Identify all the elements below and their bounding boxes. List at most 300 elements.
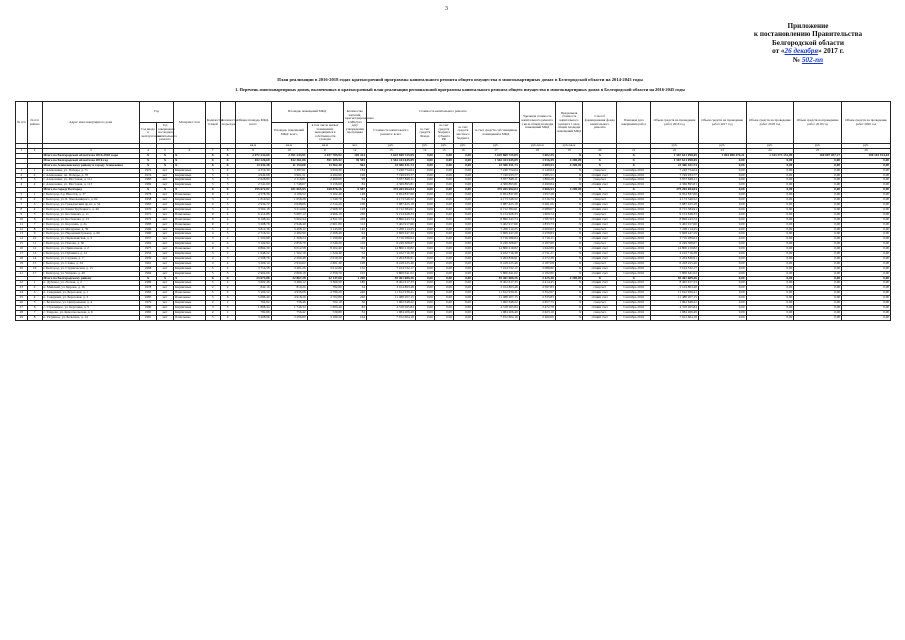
table-cell: нет [157,227,174,232]
table-cell: 4 318 265,84 [366,306,415,311]
table-cell: общий счет [583,296,617,301]
table-cell: Кирпичные [174,168,206,173]
date-prefix: от « [772,47,785,56]
column-number: 24 [746,149,794,154]
table-cell: 9 154 628,33 [472,212,519,217]
table-cell: 0,00 [453,256,472,261]
table-cell: 0,00 [453,207,472,212]
table-cell: 3 206,14 [235,261,271,266]
table-cell: 3 408,66 [235,315,271,320]
section-title: 1. Перечень многоквартирных домов, включенных в краткосрочный план реализации региональной программы капитального ремонта общего имущества в многоквартирных домах в Белгородской области на 2016-2045 годы [235,87,685,92]
table-cell: 0,00 [794,227,842,232]
table-cell: 0,00 [434,198,453,203]
table-cell: 20 [16,266,28,271]
table-cell: 0,00 [842,222,891,227]
table-cell: 1 502,16 [271,252,307,257]
table-cell: 0,00 [453,212,472,217]
table-cell: 1980 [140,306,157,311]
table-cell: 4 [16,183,28,188]
table-cell: Х [220,163,235,168]
table-cell: Х [174,153,206,158]
table-cell: 9 154 628,33 [651,212,699,217]
table-cell: Х [555,227,583,232]
table-cell: 4 200,09 [555,163,583,168]
column-number: 9 [235,149,271,154]
table-cell: 2 623,16 [519,310,555,315]
table-cell: Сентябрь 2016 [617,296,651,301]
table-cell: Кирпичные [174,266,206,271]
table-cell: 0,00 [415,271,434,276]
table-cell: 6 249 308,67 [366,242,415,247]
table-cell: Х [555,207,583,212]
table-cell: 0,00 [453,173,472,178]
table-cell: 0,00 [415,198,434,203]
table-cell: г. Алексеевка, ул. Мостовая, д. 111 [42,178,140,183]
table-cell: 0,00 [794,168,842,173]
table-cell: 0,00 [746,266,794,271]
table-cell: Х [205,188,220,193]
table-cell: 0,00 [746,242,794,247]
table-cell: 22 147,60 [307,276,343,281]
table-cell: 3 716 289,04 [366,237,415,242]
table-cell: общий счет [583,232,617,237]
table-cell: 3 214,66 [271,207,307,212]
table-cell: 15 [16,242,28,247]
table-cell: общий счет [583,266,617,271]
table-cell: 1 748,07 [271,183,307,188]
table-cell: 6 249 308,67 [472,242,519,247]
table-cell: г. Белгород, ул. Привольная, д. 2 [42,247,140,252]
table-cell: Х [555,222,583,227]
table-cell: 0,00 [434,271,453,276]
table-cell: 0,00 [415,168,434,173]
table-cell: 6 108,44 [235,217,271,222]
table-cell: 4 [220,227,235,232]
table-cell: 184 [343,168,366,173]
table-cell: 100 103 914,04 [842,153,891,158]
table-cell: 0,00 [698,222,746,227]
table-cell: Сентябрь 2016 [617,252,651,257]
table-cell: 5 608 447,29 [472,232,519,237]
table-cell: Итого по Белгородской области на 2016 год [42,158,140,163]
table-cell: 375 265 694,04 [472,188,519,193]
table-cell: 8 402 617,33 [651,281,699,286]
houses-table [15,101,891,321]
table-cell: 0,00 [746,247,794,252]
table-cell: 1979 [140,301,157,306]
table-cell: 0,00 [842,271,891,276]
table-cell: 0,00 [746,188,794,193]
table-cell: 1 567 621 098,65 [651,158,699,163]
table-cell: 0,00 [453,306,472,311]
table-cell: 0,00 [842,193,891,198]
table-cell: 6 [16,198,28,203]
table-cell: общий счет [583,222,617,227]
table-cell: нет [157,252,174,257]
table-cell: спецсчет [583,242,617,247]
table-cell: 0,00 [698,301,746,306]
col-area-total: Общая площадь МКД, всего [235,102,271,144]
table-cell: г. Алексеевка, ул. Победы, д. 71 [42,168,140,173]
table-cell: общий счет [583,271,617,276]
table-cell: 0,00 [698,276,746,281]
table-cell: 3 937 848,11 [651,178,699,183]
table-cell: 0,00 [453,252,472,257]
table-cell: 0,00 [794,291,842,296]
table-cell: 1975 [140,247,157,252]
table-cell: Х [583,158,617,163]
table-cell: 9 [205,222,220,227]
table-cell: 4 200,09 [555,158,583,163]
table-cell: нет [157,315,174,320]
table-cell: 782,66 [235,310,271,315]
table-cell: 0,00 [794,188,842,193]
table-cell: 1954 [140,252,157,257]
table-cell: 2 [220,198,235,203]
table-cell: 5 987 425,18 [472,202,519,207]
table-cell: 3 625 869 725,09 [366,153,415,158]
table-cell: 0,00 [842,158,891,163]
table-cell: 2 104 863,48 [472,286,519,291]
table-cell: 4 102 716,38 [366,252,415,257]
table-cell: 5 [205,291,220,296]
table-cell: Х [555,168,583,173]
table-cell: Итого по Алексеевскому району и городу Алексеевка [42,163,140,168]
table-cell: общий счет [583,256,617,261]
table-cell: 0,00 [434,281,453,286]
appendix-line: Приложение [787,22,829,30]
table-cell: Кирпичные [174,242,206,247]
table-cell: 0,00 [453,158,472,163]
table-cell: 148 [343,193,366,198]
col-num: № п/п [16,102,28,144]
table-cell: 11 154,00 [271,163,307,168]
table-cell: 1983 [140,178,157,183]
col-floors: Количество этажей [205,102,220,144]
table-cell: Х [555,232,583,237]
table-cell: Х [555,266,583,271]
table-cell: 0,00 [842,207,891,212]
table-cell: 2 089,53 [519,163,555,168]
table-cell: 108 [343,261,366,266]
table-cell: 26 [16,301,28,306]
table-cell: 0,00 [434,247,453,252]
table-cell: Х [555,153,583,158]
table-cell: 1 962 648,22 [366,301,415,306]
table-cell: 94 [343,232,366,237]
table-cell: 0,00 [794,286,842,291]
table-cell: 1 208 [343,276,366,281]
table-cell: спецсчет [583,286,617,291]
table-cell: 6 418 225,46 [366,261,415,266]
table-cell: 0,00 [842,212,891,217]
column-number: 7 [205,149,220,154]
table-cell: 0,00 [698,207,746,212]
table-cell: Х [617,188,651,193]
table-cell: Кирпичные [174,310,206,315]
column-number: 1 [16,149,28,154]
table-cell: Х [555,256,583,261]
table-cell: Кирпичные [174,183,206,188]
table-cell: Х [555,261,583,266]
table-cell: 9 [205,193,220,198]
table-cell: 240 [343,296,366,301]
table-cell: 4 318 265,84 [651,306,699,311]
table-cell: 0,00 [415,296,434,301]
table-cell: 1 984 206,49 [366,310,415,315]
table-cell: 14 [16,237,28,242]
table-cell: 0,00 [794,266,842,271]
table-cell: 1 540,70 [307,198,343,203]
table-cell: 0,00 [698,261,746,266]
table-cell: 0,00 [415,281,434,286]
table-cell: 3 180,20 [307,315,343,320]
table-cell: Х [555,198,583,203]
table-cell: нет [157,178,174,183]
table-cell: 8 402 617,33 [366,281,415,286]
table-cell: Панельные [174,217,206,222]
table-cell: Х [205,153,220,158]
table-cell: п. Дубовое, ул. Лесная, д. 2 [42,281,140,286]
table-cell: 2 208,40 [307,232,343,237]
column-number: 8 [220,149,235,154]
table-cell: 2 660,18 [271,271,307,276]
table-cell: 7 749 933,77 [366,173,415,178]
table-cell: 64 [343,198,366,203]
table-cell: 0,00 [842,252,891,257]
col-area-private: в том числе жилых помещений, находящихся в собственности граждан [307,123,343,144]
table-cell: 1963 [140,202,157,207]
table-cell: Х [157,188,174,193]
table-cell: 0,00 [434,193,453,198]
table-cell: 2 414,45 [519,281,555,286]
table-cell: Панельные [174,296,206,301]
table-cell: 19 [16,261,28,266]
table-cell: 0,00 [698,281,746,286]
table-cell: 1982 [140,183,157,188]
table-cell: 3 812,36 [235,227,271,232]
table-cell: 3 387,61 [271,168,307,173]
table-cell: 9 [16,212,28,217]
table-cell: 2 540,20 [307,242,343,247]
table-cell: Х [555,217,583,222]
unit: руб. [842,144,891,149]
table-cell: 5 608 447,29 [651,232,699,237]
table-cell: 7 206 114,25 [366,227,415,232]
table-cell: нет [157,207,174,212]
table-cell: 6 214,88 [235,212,271,217]
table-cell: 12 [27,247,42,252]
table-cell: Сентябрь 2016 [617,261,651,266]
column-number: 19 [555,149,583,154]
unit: руб. [453,144,472,149]
table-cell: 4 369 895,81 [366,183,415,188]
table-cell: 246 [343,291,366,296]
table-cell: Х [205,163,220,168]
table-cell: нет [157,222,174,227]
table-cell: общий счет [583,237,617,242]
col-area-living: Площадь помещений МКД: всего [271,123,307,144]
table-cell: 4 578,36 [235,193,271,198]
table-cell: 0,00 [434,183,453,188]
table-cell: Сентябрь 2016 [617,301,651,306]
table-cell: 0,00 [415,207,434,212]
table-cell: 1974 [140,168,157,173]
table-cell: 52 [343,252,366,257]
table-cell: 6 249 308,67 [651,242,699,247]
table-cell: 0,00 [746,163,794,168]
table-cell: общий счет [583,183,617,188]
table-cell: 1 609,74 [519,212,555,217]
table-cell: 1 343 273 151,09 [746,153,794,158]
appendix-block [733,22,883,64]
table-cell: 23 672,88 [235,276,271,281]
table-cell: нет [157,247,174,252]
table-cell: 0,00 [698,193,746,198]
table-cell: 3 [220,256,235,261]
table-cell: 1983 [140,222,157,227]
table-cell: 7 912 604,18 [366,315,415,320]
table-cell: 0,00 [453,178,472,183]
table-cell: 0,00 [415,212,434,217]
table-cell: Х [140,158,157,163]
table-cell: г. Алексеевка, пл. Победы, д. 70 [42,173,140,178]
table-cell: 0,00 [415,261,434,266]
table-cell: 4 [220,168,235,173]
table-cell: 2 [27,173,42,178]
col-group-year: Год [140,102,174,123]
col-wall: Материал стен [174,102,206,144]
table-cell: 2 [220,237,235,242]
table-cell: 0,00 [434,237,453,242]
column-number: 25 [794,149,842,154]
table-cell: 30 [343,301,366,306]
table-cell: 2 088,07 [519,207,555,212]
table-cell: общий счет [583,252,617,257]
table-cell: 0,00 [746,168,794,173]
table-cell: г. Белгород, ул. Князя Трубецкого, д. 40 [42,207,140,212]
table-cell: 0,00 [453,183,472,188]
table-cell: 24 [16,291,28,296]
table-cell: Кирпичные [174,178,206,183]
table-cell: 25 [16,296,28,301]
table-cell: 1 064 088 476,21 [698,153,746,158]
table-cell: 702,10 [307,301,343,306]
table-cell: 98 [343,178,366,183]
table-cell: 55 461 689,26 [472,276,519,281]
table-cell: с. Таврово, ул. Комсомольская, д. 6 [42,310,140,315]
column-number: 5 [157,149,174,154]
table-cell: 128 [343,207,366,212]
table-cell: Х [220,276,235,281]
table-cell: с. Беловское, ул. Центральная, д. 4 [42,301,140,306]
table-cell: 29 [16,315,28,320]
table-cell: 8 102,40 [307,247,343,252]
table-cell: 0,00 [453,271,472,276]
table-cell: Х [220,158,235,163]
table-cell: г. Белгород, ул. Гражданский пр-кт, д. 54 [42,202,140,207]
table-cell: 0,00 [842,242,891,247]
table-cell: 4 [220,261,235,266]
col-year-overhaul: Год завершения последнего капитального ремонта [157,123,174,144]
unit: руб. [651,144,699,149]
table-cell: 1 567 621 098,65 [651,153,699,158]
table-cell: 196 [343,173,366,178]
table-cell: нет [157,301,174,306]
table-cell: г. Белгород, ул. Славы, д. 34 [42,261,140,266]
table-cell: 0,00 [842,202,891,207]
table-cell: 0,00 [698,256,746,261]
table-cell: 2 352,67 [519,291,555,296]
table-cell: 5 204 836,91 [651,256,699,261]
table-cell: 0,00 [842,276,891,281]
table-cell: 0,00 [415,291,434,296]
table-cell: 0,00 [698,198,746,203]
table-cell: 0,00 [794,242,842,247]
table-cell: 0,00 [415,173,434,178]
table-cell: 4 [220,193,235,198]
table-cell: 0,00 [698,252,746,257]
column-number: 10 [271,149,307,154]
table-cell: 2 037 785,92 [307,153,343,158]
table-cell: 236 [343,212,366,217]
table-cell: 0,00 [434,291,453,296]
page-number: 3 [445,6,448,12]
table-cell: 6 [220,296,235,301]
table-cell: 0,00 [794,276,842,281]
table-cell: 7 104 532,17 [366,266,415,271]
table-cell: 1 562 423 645,09 [366,158,415,163]
table-cell: 4 [205,256,220,261]
table-cell: Панельные [174,212,206,217]
table-cell: Кирпичные [174,271,206,276]
table-cell: 9 [205,212,220,217]
table-cell: 0,00 [415,242,434,247]
table-cell: Х [555,306,583,311]
table-cell: Сентябрь 2016 [617,193,651,198]
column-number: 4 [140,149,157,154]
table-cell: г. Белгород, ул. Костюкова, д. 11 [42,212,140,217]
table-cell: спецсчет [583,212,617,217]
table-cell: 2 648,06 [271,202,307,207]
table-cell: 140 [343,227,366,232]
table-cell: 1 [27,281,42,286]
table-cell: 23 306 431,73 [366,163,415,168]
table-cell: нет [157,183,174,188]
table-cell: 11 488 207,15 [651,296,699,301]
table-cell: 0,00 [453,193,472,198]
table-cell: 1960 [140,232,157,237]
table-cell: 181 665,95 [271,188,307,193]
table-cell: Х [555,271,583,276]
table-cell: 5 687,12 [271,212,307,217]
table-cell: 7 749 933,77 [651,173,699,178]
table-cell: 84 [343,183,366,188]
table-cell: 1 587,93 [519,217,555,222]
table-cell: 0,00 [794,232,842,237]
table-cell: 6 418 225,46 [651,261,699,266]
col-address: Адрес многоквартирного дома [42,102,140,144]
table-cell: п. Северный, ул. Березовая, д. 1 [42,291,140,296]
table-cell: 4 173 546,52 [472,198,519,203]
table-cell: 0,00 [746,183,794,188]
table-cell: 0,00 [746,232,794,237]
table-cell: 0,00 [746,296,794,301]
table-cell: 720,80 [307,310,343,315]
table-cell: 0,00 [794,158,842,163]
table-cell: Сентябрь 2016 [617,310,651,315]
table-cell: 0,00 [453,315,472,320]
